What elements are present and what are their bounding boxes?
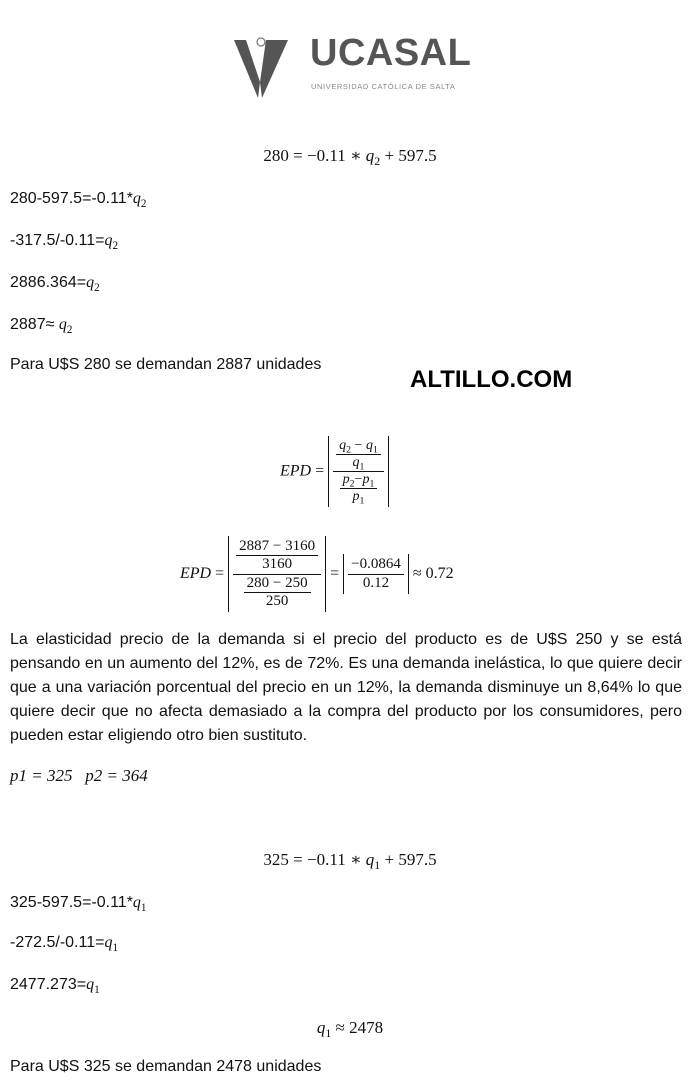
- epd-calculation: EPD = $\frac{\frac{2887 - 3160}{3160}}{\frac{280 - 250}{250}}$ = $\frac{-0.0864}{0.12}$ ≈ 0.72: [180, 536, 454, 612]
- step-1-2: $-317.5/-0.11=q_2$: [10, 232, 119, 252]
- watermark: ALTILLO.COM: [410, 366, 573, 393]
- step-2-1: $325-597.5=-0.11*q_1$: [10, 894, 147, 914]
- equation-1: 280 = −0.11 ∗ $q_2 + 597.5$: [263, 146, 437, 169]
- sentence-1: Para U$S 280 se demandan 2887 unidades: [10, 356, 322, 373]
- step-1-4: $2887\approx q_2$: [10, 316, 73, 336]
- ucasal-logo-mark: [232, 36, 292, 106]
- step-1-3: $2886.364=q_2$: [10, 274, 100, 294]
- step-2-4: $q_1 \approx 2478$: [316, 1018, 384, 1041]
- logo-name: UCASAL: [310, 32, 472, 74]
- logo-subtitle: UNIVERSIDAD CATÓLICA DE SALTA: [311, 82, 456, 91]
- prices-line: p1 = 325 p2 = 364: [10, 766, 148, 785]
- epd-formula: EPD = $\frac{\frac{q_2 - q_1}{q_1}}{\frac{p_2-p_1}{p_1}}$: [280, 436, 389, 507]
- sentence-2: Para U$S 325 se demandan 2478 unidades: [10, 1058, 322, 1075]
- equation-2: 325 = −0.11 ∗ $q_1 + 597.5$: [263, 850, 437, 873]
- explanation-paragraph: La elasticidad precio de la demanda si el precio del producto es de U$S 250 y se está pensando en un aumento del 12%, es de 72%. Es una demanda inelástica, lo que quiere decir que a una variación porcentual del precio en un 12%, la demanda disminuye un 8,64% lo que quiere decir que no afecta demasiado a la compra del producto por los consumidores, pero pueden estar eligiendo otro bien sustituto.: [10, 631, 682, 744]
- step-2-3: $2477.273=q_1$: [10, 976, 100, 996]
- step-1-1: $280-597.5=-0.11*q_2$: [10, 190, 147, 210]
- step-2-2: $-272.5/-0.11=q_1$: [10, 934, 119, 954]
